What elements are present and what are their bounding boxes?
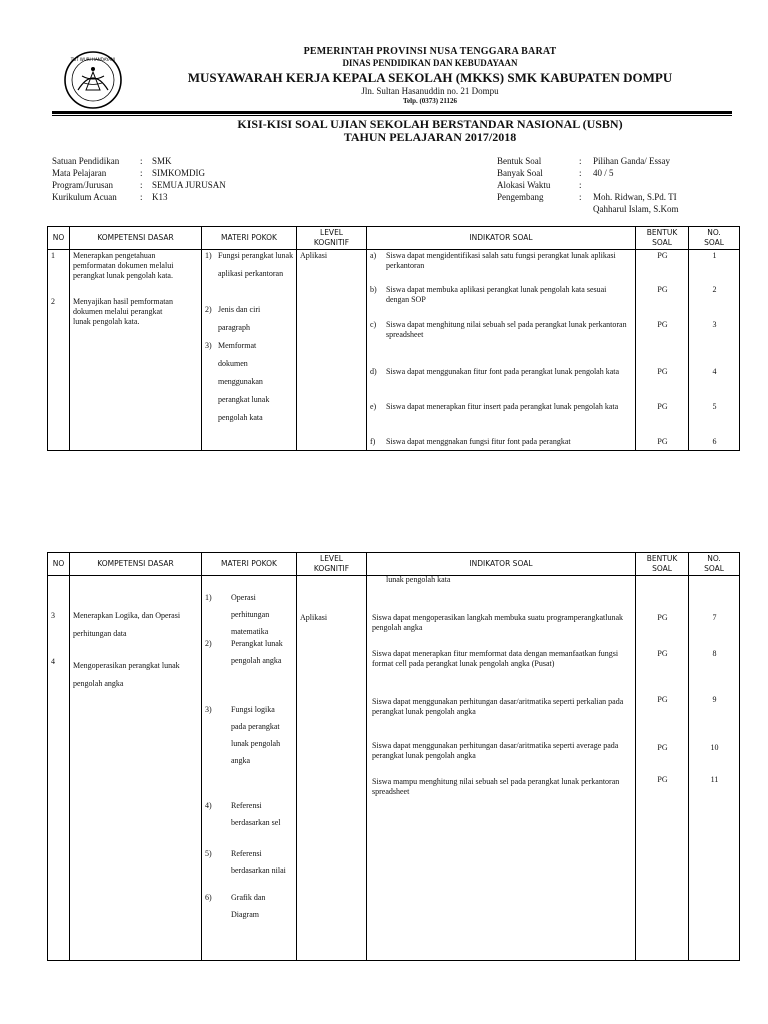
col-header-bentuk-2: SOAL	[652, 564, 672, 573]
col-header-level	[297, 553, 367, 576]
cell-level	[297, 576, 367, 961]
cell-nosoal	[689, 576, 740, 961]
indikator-continuation: lunak pengolah kata	[386, 575, 451, 584]
row-number: 4	[51, 657, 55, 666]
kd-text: Mengoperasikan perangkat lunak pengolah angka	[73, 661, 180, 688]
col-header-nosoal-2: SOAL	[704, 238, 724, 247]
level-text: Aplikasi	[300, 251, 328, 260]
bentuk-text: PG	[657, 402, 668, 411]
bentuk-text: PG	[657, 743, 668, 752]
kisi-kisi-table-1	[47, 226, 740, 451]
materi-text: Fungsi logika pada perangkat lunak pengolah angka	[231, 705, 281, 765]
col-header-bentuk-1: BENTUK	[646, 554, 678, 563]
materi-text: Referensi berdasarkan nilai	[231, 849, 286, 875]
indikator-mark: a)	[370, 251, 377, 260]
cell-bentuk	[636, 576, 689, 961]
table-header-row	[48, 553, 740, 576]
cell-bentuk	[636, 250, 689, 451]
bentuk-text: PG	[657, 437, 668, 446]
col-header-bentuk-1: BENTUK	[646, 228, 678, 237]
info-colon: :	[140, 180, 143, 190]
indikator-text: Siswa dapat membuka aplikasi perangkat lunak pengolah kata sesuai dengan SOP	[386, 285, 607, 304]
info-colon: :	[579, 192, 582, 202]
indikator-text: Siswa dapat menggnakan fungsi fitur font pada perangkat	[386, 437, 571, 446]
nosoal-text: 11	[710, 775, 719, 784]
bentuk-text: PG	[657, 613, 668, 622]
col-header-bentuk	[636, 553, 689, 576]
info-value: SMK	[152, 156, 172, 166]
col-header-level-1: LEVEL	[320, 554, 343, 563]
col-header-nosoal-1: NO.	[707, 554, 721, 563]
materi-number: 1)	[205, 251, 212, 260]
col-header-nosoal	[689, 553, 740, 576]
indikator-text: Siswa dapat mengidentifikasi salah satu fungsi perangkat lunak aplikasi perkantoran	[386, 251, 616, 270]
info-colon: :	[140, 156, 143, 166]
col-header-level-2: KOGNITIF	[313, 238, 350, 247]
col-header-materi: MATERI POKOK	[202, 553, 297, 576]
info-label: Kurikulum Acuan	[52, 192, 117, 202]
indikator-mark: b)	[370, 285, 377, 294]
bentuk-text: PG	[657, 695, 668, 704]
materi-text: Jenis dan ciri paragraph	[218, 305, 261, 332]
nosoal-text: 1	[712, 251, 717, 260]
bentuk-text: PG	[657, 775, 668, 784]
row-number: 2	[51, 297, 55, 306]
cell-indikator	[367, 250, 636, 451]
info-label: Banyak Soal	[497, 168, 543, 178]
col-header-level	[297, 227, 367, 250]
cell-kd	[70, 576, 202, 961]
cell-indikator	[367, 576, 636, 961]
header-rule-thin	[52, 115, 732, 116]
materi-number: 3)	[205, 341, 212, 350]
header-department: DINAS PENDIDIKAN DAN KEBUDAYAAN	[342, 58, 518, 68]
indikator-mark: e)	[370, 402, 377, 411]
cell-materi	[202, 250, 297, 451]
col-header-nosoal-1: NO.	[707, 228, 721, 237]
materi-text: Perangkat lunak pengolah angka	[231, 639, 283, 665]
info-colon: :	[140, 192, 143, 202]
info-value: SEMUA JURUSAN	[152, 180, 226, 190]
kd-text: Menerapkan pengetahuan pemformatan dokumen melalui perangkat lunak pengolah kata.	[73, 251, 174, 280]
info-value: K13	[152, 192, 168, 202]
table-row	[48, 250, 740, 451]
materi-number: 2)	[205, 639, 212, 648]
info-label: Program/Jurusan	[52, 180, 113, 190]
info-colon: :	[579, 156, 582, 166]
info-value: Moh. Ridwan, S.Pd. TI	[593, 192, 677, 202]
col-header-nosoal	[689, 227, 740, 250]
cell-no	[48, 250, 70, 451]
nosoal-text: 10	[710, 743, 719, 752]
kd-text: Menerapkan Logika, dan Operasi perhitungan data	[73, 611, 181, 638]
svg-text:TUT WURI HANDAYANI: TUT WURI HANDAYANI	[70, 57, 116, 62]
header-phone: Telp. (0373) 21126	[403, 97, 457, 105]
indikator-text: Siswa dapat mengoperasikan langkah membuka suatu programperangkatlunak pengolah angka	[372, 613, 624, 632]
document-title: KISI-KISI SOAL UJIAN SEKOLAH BERSTANDAR NASIONAL (USBN)	[237, 117, 623, 131]
materi-number: 2)	[205, 305, 212, 314]
col-header-bentuk-2: SOAL	[652, 238, 672, 247]
materi-text: Memformat dokumen menggunakan perangkat lunak pengolah kata	[218, 341, 270, 422]
cell-level	[297, 250, 367, 451]
nosoal-text: 8	[712, 649, 717, 658]
info-label: Mata Pelajaran	[52, 168, 107, 178]
info-label: Bentuk Soal	[497, 156, 542, 166]
materi-text: Fungsi perangkat lunak aplikasi perkantoran	[218, 251, 294, 278]
indikator-text: Siswa dapat menghitung nilai sebuah sel pada perangkat lunak perkantoran spreadsheet	[386, 320, 627, 339]
info-value: Pilihan Ganda/ Essay	[593, 156, 670, 166]
materi-number: 6)	[205, 893, 212, 902]
materi-number: 1)	[205, 593, 212, 602]
document-subtitle: TAHUN PELAJARAN 2017/2018	[343, 130, 517, 144]
bentuk-text: PG	[657, 367, 668, 376]
row-number: 3	[51, 611, 55, 620]
indikator-mark: c)	[370, 320, 377, 329]
cell-no	[48, 576, 70, 961]
indikator-text: Siswa dapat menggunakan perhitungan dasar/aritmatika seperti perkalian pada perangkat lunak pengolah angka	[372, 697, 624, 716]
col-header-no: NO	[48, 553, 70, 576]
col-header-no: NO	[48, 227, 70, 250]
materi-text: Referensi berdasarkan sel	[231, 801, 281, 827]
materi-number: 5)	[205, 849, 212, 858]
nosoal-text: 4	[712, 367, 717, 376]
header-province: PEMERINTAH PROVINSI NUSA TENGGARA BARAT	[303, 46, 557, 57]
col-header-level-2: KOGNITIF	[313, 564, 350, 573]
nosoal-text: 9	[712, 695, 717, 704]
indikator-mark: f)	[370, 437, 376, 446]
bentuk-text: PG	[657, 285, 668, 294]
nosoal-text: 6	[712, 437, 717, 446]
col-header-level-1: LEVEL	[320, 228, 343, 237]
indikator-text: Siswa mampu menghitung nilai sebuah sel pada perangkat lunak perkantoran spreadsheet	[372, 777, 620, 796]
indikator-text: Siswa dapat menerapkan fitur memformat data dengan memanfaatkan fungsi format cell pada perangkat lunak pengolah angka (Pusat)	[372, 649, 619, 668]
col-header-nosoal-2: SOAL	[704, 564, 724, 573]
col-header-materi: MATERI POKOK	[202, 227, 297, 250]
kisi-kisi-table-2	[47, 552, 740, 961]
info-left	[52, 155, 382, 205]
row-number: 1	[51, 251, 55, 260]
nosoal-text: 5	[712, 402, 717, 411]
header-address: Jln. Sultan Hasanuddin no. 21 Dompu	[361, 86, 499, 96]
indikator-mark: d)	[370, 367, 377, 376]
level-text: Aplikasi	[300, 613, 328, 622]
col-header-kd: KOMPETENSI DASAR	[70, 227, 202, 250]
table-row	[48, 576, 740, 961]
nosoal-text: 2	[712, 285, 717, 294]
indikator-text: Siswa dapat menerapkan fitur insert pada perangkat lunak pengolah kata	[386, 402, 619, 411]
materi-text: Grafik dan Diagram	[231, 893, 266, 919]
info-colon: :	[140, 168, 143, 178]
header-rule-thick	[52, 111, 732, 114]
info-value: SIMKOMDIG	[152, 168, 206, 178]
kd-text: Menyajikan hasil pemformatan dokumen melalui perangkat lunak pengolah kata.	[73, 297, 173, 326]
cell-nosoal	[689, 250, 740, 451]
col-header-indikator: INDIKATOR SOAL	[367, 553, 636, 576]
table-header-row	[48, 227, 740, 250]
cell-kd	[70, 250, 202, 451]
col-header-kd: KOMPETENSI DASAR	[70, 553, 202, 576]
materi-text: Operasi perhitungan matematika	[231, 593, 270, 636]
indikator-text: Siswa dapat menggunakan fitur font pada perangkat lunak pengolah kata	[386, 367, 620, 376]
nosoal-text: 7	[712, 613, 717, 622]
info-label: Alokasi Waktu	[497, 180, 551, 190]
bentuk-text: PG	[657, 649, 668, 658]
cell-materi	[202, 576, 297, 961]
materi-number: 4)	[205, 801, 212, 810]
bentuk-text: PG	[657, 251, 668, 260]
info-value: 40 / 5	[593, 168, 614, 178]
col-header-indikator: INDIKATOR SOAL	[367, 227, 636, 250]
header-organization: MUSYAWARAH KERJA KEPALA SEKOLAH (MKKS) SMK KABUPATEN DOMPU	[187, 70, 673, 85]
info-right	[497, 155, 737, 215]
indikator-text: Siswa dapat menggunakan perhitungan dasar/aritmatika seperti average pada perangkat lunak pengolah angka	[372, 741, 619, 760]
bentuk-text: PG	[657, 320, 668, 329]
materi-number: 3)	[205, 705, 212, 714]
info-colon: :	[579, 168, 582, 178]
tut-wuri-handayani-logo	[62, 50, 124, 110]
info-label: Satuan Pendidikan	[52, 156, 120, 166]
info-label: Pengembang	[497, 192, 544, 202]
nosoal-text: 3	[712, 320, 717, 329]
info-value: Qahharul Islam, S.Kom	[593, 204, 679, 214]
info-colon: :	[579, 180, 582, 190]
col-header-bentuk	[636, 227, 689, 250]
